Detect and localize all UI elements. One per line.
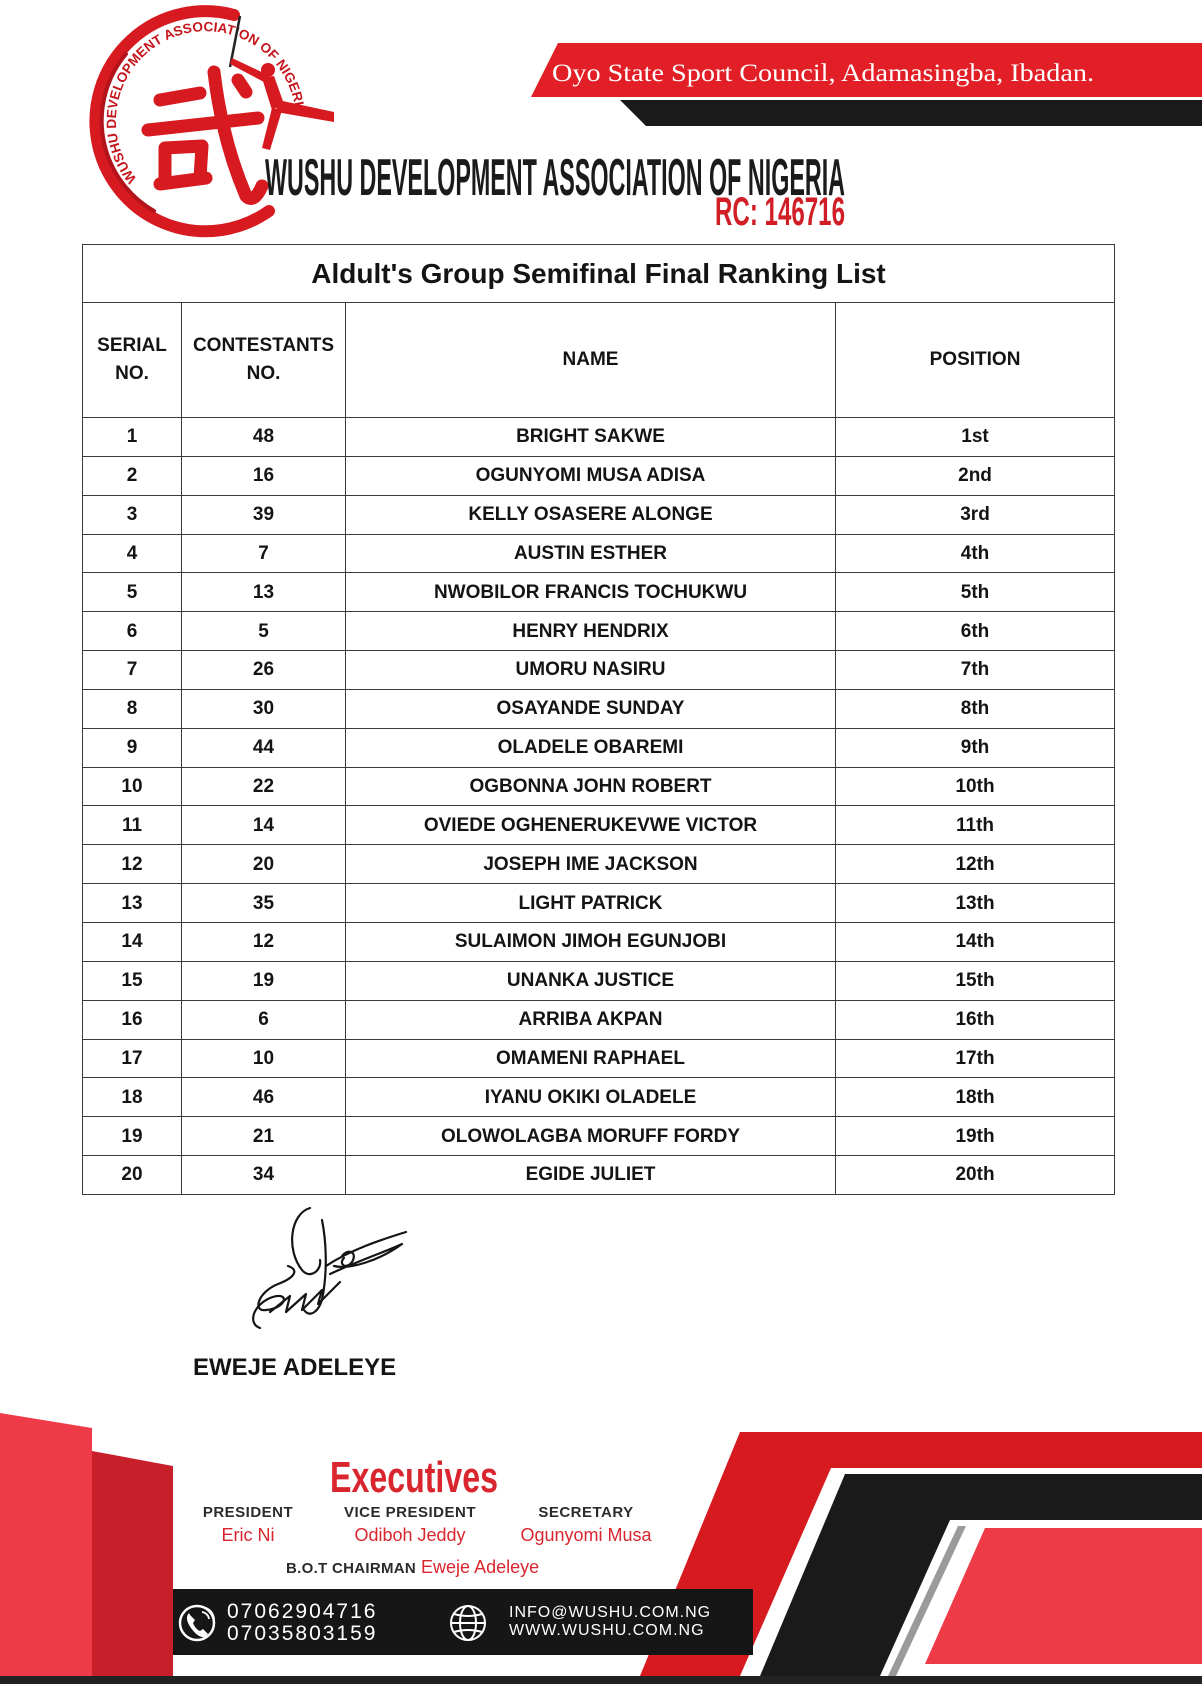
cell-serial: 15 <box>83 961 182 1000</box>
website-address: WWW.WUSHU.COM.NG <box>509 1622 705 1639</box>
table-row <box>83 418 1115 457</box>
cell-position: 11th <box>836 806 1115 845</box>
letterhead <box>0 0 1202 240</box>
cell-contestant-no: 30 <box>182 689 346 728</box>
cell-serial: 9 <box>83 728 182 767</box>
cell-contestant-no: 26 <box>182 651 346 690</box>
officer-role: VICE PRESIDENT <box>343 1504 477 1521</box>
table-row <box>83 961 1115 1000</box>
cell-position: 6th <box>836 612 1115 651</box>
cell-serial: 14 <box>83 922 182 961</box>
logo-wu-glyph <box>148 72 262 198</box>
cell-contestant-no: 21 <box>182 1117 346 1156</box>
cell-position: 2nd <box>836 456 1115 495</box>
cell-contestant-no: 16 <box>182 456 346 495</box>
cell-serial: 10 <box>83 767 182 806</box>
cell-contestant-no: 35 <box>182 884 346 923</box>
cell-name: NWOBILOR FRANCIS TOCHUKWU <box>346 573 836 612</box>
officer-name: Ogunyomi Musa <box>520 1525 652 1545</box>
web-contacts <box>509 1604 711 1640</box>
table-row <box>83 612 1115 651</box>
table-row <box>83 884 1115 923</box>
cell-name: SULAIMON JIMOH EGUNJOBI <box>346 922 836 961</box>
officer-president <box>158 1504 338 1546</box>
cell-serial: 16 <box>83 1000 182 1039</box>
bot-chairman-name: Eweje Adeleye <box>421 1557 540 1577</box>
cell-position: 3rd <box>836 495 1115 534</box>
cell-name: OGUNYOMI MUSA ADISA <box>346 456 836 495</box>
cell-serial: 20 <box>83 1156 182 1195</box>
col-header-serial-no <box>83 303 182 418</box>
executives-heading: Executives <box>330 1453 498 1502</box>
cell-serial: 17 <box>83 1039 182 1078</box>
cell-name: IYANU OKIKI OLADELE <box>346 1078 836 1117</box>
cell-position: 9th <box>836 728 1115 767</box>
cell-serial: 11 <box>83 806 182 845</box>
table-row <box>83 573 1115 612</box>
cell-contestant-no: 19 <box>182 961 346 1000</box>
cell-serial: 6 <box>83 612 182 651</box>
cell-serial: 1 <box>83 418 182 457</box>
col-header-line: SERIAL <box>97 335 167 356</box>
cell-position: 10th <box>836 767 1115 806</box>
cell-position: 12th <box>836 845 1115 884</box>
officer-name: Odiboh Jeddy <box>354 1525 466 1545</box>
cell-serial: 12 <box>83 845 182 884</box>
footer-light-red-block <box>925 1528 1202 1664</box>
cell-name: OGBONNA JOHN ROBERT <box>346 767 836 806</box>
footer-graphics <box>0 1400 1202 1699</box>
col-header-line: NO. <box>246 363 281 384</box>
cell-position: 5th <box>836 573 1115 612</box>
organisation-name: WUSHU DEVELOPMENT ASSOCIATION OF NIGERIA <box>265 149 845 207</box>
cell-serial: 13 <box>83 884 182 923</box>
col-header-line: POSITION <box>929 349 1021 370</box>
cell-name: LIGHT PATRICK <box>346 884 836 923</box>
table-row <box>83 1156 1115 1195</box>
table-row <box>83 534 1115 573</box>
cell-serial: 2 <box>83 456 182 495</box>
cell-contestant-no: 12 <box>182 922 346 961</box>
handwritten-signature <box>230 1200 420 1340</box>
col-header-name <box>346 303 836 418</box>
cell-contestant-no: 13 <box>182 573 346 612</box>
cell-name: ARRIBA AKPAN <box>346 1000 836 1039</box>
rc-number: RC: 146716 <box>715 190 845 234</box>
cell-position: 13th <box>836 884 1115 923</box>
cell-name: OVIEDE OGHENERUKEVWE VICTOR <box>346 806 836 845</box>
officer-role: PRESIDENT <box>202 1504 294 1521</box>
officer-name: Eric Ni <box>221 1525 275 1545</box>
table-row <box>83 1078 1115 1117</box>
cell-contestant-no: 5 <box>182 612 346 651</box>
cell-name: OMAMENI RAPHAEL <box>346 1039 836 1078</box>
cell-position: 18th <box>836 1078 1115 1117</box>
cell-name: UNANKA JUSTICE <box>346 961 836 1000</box>
table-row <box>83 922 1115 961</box>
phone-number: 07062904716 <box>227 1600 378 1623</box>
cell-serial: 18 <box>83 1078 182 1117</box>
cell-position: 19th <box>836 1117 1115 1156</box>
bot-chairman-role: B.O.T CHAIRMAN <box>286 1560 417 1577</box>
cell-contestant-no: 14 <box>182 806 346 845</box>
table-title: Aldult's Group Semifinal Final Ranking List <box>83 245 1115 303</box>
phone-number: 07035803159 <box>227 1622 378 1645</box>
logo-ring-text-path: WUSHU DEVELOPMENT ASSOCIAT ON OF NIGERI <box>103 19 307 187</box>
cell-contestant-no: 20 <box>182 845 346 884</box>
cell-position: 15th <box>836 961 1115 1000</box>
table-row <box>83 728 1115 767</box>
table-header-row <box>83 303 1115 418</box>
ranking-table <box>82 244 1115 1195</box>
cell-serial: 4 <box>83 534 182 573</box>
table-row <box>83 495 1115 534</box>
cell-position: 14th <box>836 922 1115 961</box>
cell-serial: 8 <box>83 689 182 728</box>
cell-contestant-no: 7 <box>182 534 346 573</box>
officer-role: SECRETARY <box>538 1504 634 1521</box>
cell-position: 16th <box>836 1000 1115 1039</box>
phone-numbers <box>227 1601 377 1645</box>
col-header-line: CONTESTANTS <box>192 335 335 356</box>
cell-contestant-no: 46 <box>182 1078 346 1117</box>
cell-name: JOSEPH IME JACKSON <box>346 845 836 884</box>
cell-serial: 7 <box>83 651 182 690</box>
cell-contestant-no: 10 <box>182 1039 346 1078</box>
footer-bottom-rule <box>0 1676 1202 1684</box>
footer-left-dark-red <box>92 1451 173 1676</box>
cell-position: 17th <box>836 1039 1115 1078</box>
cell-serial: 19 <box>83 1117 182 1156</box>
table-row <box>83 767 1115 806</box>
table-body <box>83 418 1115 1195</box>
officer-secretary <box>496 1504 676 1546</box>
cell-name: HENRY HENDRIX <box>346 612 836 651</box>
cell-contestant-no: 6 <box>182 1000 346 1039</box>
table-row <box>83 1039 1115 1078</box>
cell-position: 7th <box>836 651 1115 690</box>
cell-contestant-no: 34 <box>182 1156 346 1195</box>
cell-position: 4th <box>836 534 1115 573</box>
cell-serial: 5 <box>83 573 182 612</box>
bot-chairman <box>286 1557 539 1578</box>
cell-serial: 3 <box>83 495 182 534</box>
table-row <box>83 845 1115 884</box>
signatory-name: EWEJE ADELEYE <box>193 1354 397 1381</box>
cell-name: OSAYANDE SUNDAY <box>346 689 836 728</box>
cell-name: OLOWOLAGBA MORUFF FORDY <box>346 1117 836 1156</box>
col-header-position <box>836 303 1115 418</box>
cell-contestant-no: 48 <box>182 418 346 457</box>
cell-contestant-no: 22 <box>182 767 346 806</box>
footer-left-light-red <box>0 1413 92 1676</box>
cell-position: 1st <box>836 418 1115 457</box>
banner-black-band <box>620 100 1202 126</box>
banner-address: Oyo State Sport Council, Adamasingba, Ibadan. <box>552 60 1094 87</box>
table-row <box>83 806 1115 845</box>
table-row <box>83 456 1115 495</box>
table-row <box>83 1000 1115 1039</box>
table-row <box>83 689 1115 728</box>
cell-contestant-no: 39 <box>182 495 346 534</box>
cell-position: 20th <box>836 1156 1115 1195</box>
col-header-contestants-no <box>182 303 346 418</box>
cell-contestant-no: 44 <box>182 728 346 767</box>
col-header-line: NO. <box>115 363 149 384</box>
table-row <box>83 1117 1115 1156</box>
cell-name: UMORU NASIRU <box>346 651 836 690</box>
cell-position: 8th <box>836 689 1115 728</box>
table-row <box>83 651 1115 690</box>
cell-name: EGIDE JULIET <box>346 1156 836 1195</box>
cell-name: AUSTIN ESTHER <box>346 534 836 573</box>
col-header-line: NAME <box>562 349 619 370</box>
cell-name: BRIGHT SAKWE <box>346 418 836 457</box>
cell-name: OLADELE OBAREMI <box>346 728 836 767</box>
officer-vice-president <box>320 1504 500 1546</box>
email-address: INFO@WUSHU.COM.NG <box>509 1604 712 1621</box>
cell-name: KELLY OSASERE ALONGE <box>346 495 836 534</box>
